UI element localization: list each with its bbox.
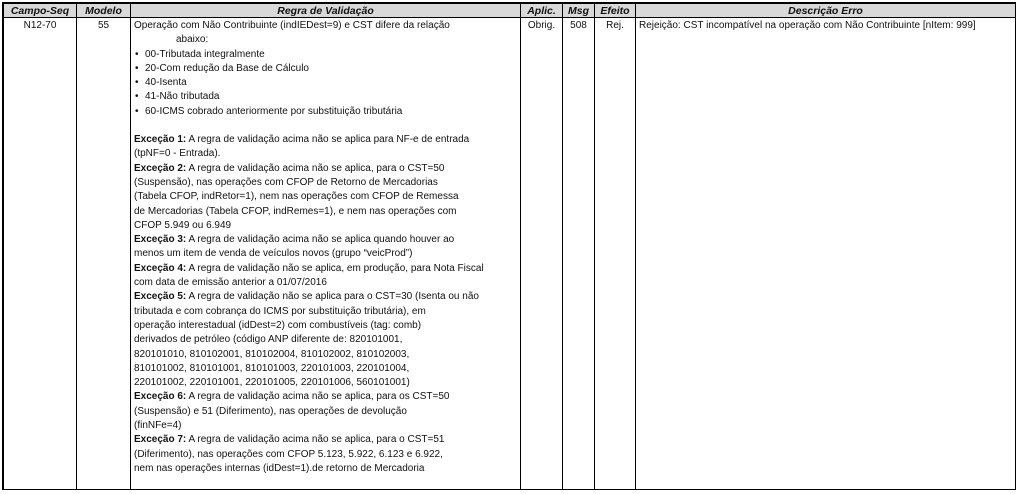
cell-descricao: Rejeição: CST incompatível na operação com Não Contribuinte [nItem: 999] [636, 18, 1016, 491]
header-efeito: Efeito [595, 4, 636, 18]
exception-line: A regra de validação não se aplica, em produção, para Nota Fiscal [186, 262, 484, 274]
cell-regra [131, 18, 521, 491]
header-campo-seq: Campo-Seq [4, 4, 77, 18]
table-row [4, 18, 1016, 491]
exception-line: (Diferimento), nas operações com CFOP 5.123, 5.922, 6.123 e 6.922, [134, 448, 443, 460]
exception-2 [134, 162, 517, 233]
cell-campo-seq: N12-70 [4, 18, 77, 491]
header-regra: Regra de Validação [131, 4, 521, 18]
list-item: • 60-ICMS cobrado anteriormente por substituição tributária [134, 105, 517, 119]
exception-line: (Suspensão), nas operações com CFOP de Retorno de Mercadorias [134, 176, 438, 188]
exception-label: Exceção 7: [134, 434, 187, 446]
list-item: • 00-Tributada integralmente [134, 48, 517, 62]
cell-modelo: 55 [77, 18, 131, 491]
exception-line: A regra de validação acima não se aplica quando houver ao [186, 234, 455, 246]
exception-line: CFOP 5.949 ou 6.949 [134, 219, 232, 231]
list-item: • 40-Isenta [134, 76, 517, 90]
cell-aplic: Obrig. [521, 18, 563, 491]
exception-7 [134, 433, 517, 476]
list-item: • 20-Com redução da Base de Cálculo [134, 62, 517, 76]
spacer [134, 119, 517, 133]
exception-line: derivados de petróleo (código ANP diferente de: 820101001, [134, 334, 403, 346]
cell-msg: 508 [563, 18, 595, 491]
exception-label: Exceção 3: [134, 234, 187, 246]
exception-6 [134, 390, 517, 433]
regra-intro-line-1: Operação com Não Contribuinte (indIEDest=9) e CST difere da relação [134, 20, 450, 31]
header-row [4, 4, 1016, 18]
validation-rules-table [3, 3, 1016, 490]
exception-1 [134, 133, 517, 162]
list-item: • 41-Não tributada [134, 90, 517, 104]
header-msg: Msg [563, 4, 595, 18]
exception-5 [134, 290, 517, 390]
exception-line: (tpNF=0 - Entrada). [134, 148, 221, 160]
header-aplic: Aplic. [521, 4, 563, 18]
exception-line: 220101002, 220101001, 220101005, 220101006, 560101001) [134, 377, 410, 389]
exception-line: 810101002, 810101001, 810101003, 220101003, 220101004, [134, 362, 410, 374]
exception-line: A regra de validação acima não se aplica, para o CST=51 [186, 434, 445, 446]
exception-line: 820101010, 810102001, 810102004, 810102002, 810102003, [134, 348, 410, 360]
validation-rules-table-frame [2, 2, 1016, 490]
exception-label: Exceção 2: [134, 162, 187, 174]
regra-intro-line-2: abaixo: [176, 34, 209, 46]
exception-line: com data de emissão anterior a 01/07/2016 [134, 277, 327, 289]
exception-label: Exceção 5: [134, 291, 187, 303]
exception-line: (finNFe=4) [134, 420, 182, 432]
exceptions-list [134, 133, 517, 476]
cell-efeito: Rej. [595, 18, 636, 491]
exception-line: menos um item de venda de veículos novos (grupo “veicProd”) [134, 248, 413, 260]
exception-label: Exceção 4: [134, 262, 187, 274]
exception-label: Exceção 6: [134, 391, 187, 403]
exception-line: (Tabela CFOP, indRetor=1), nem nas operações com CFOP de Remessa [134, 191, 459, 203]
header-descricao: Descrição Erro [636, 4, 1016, 18]
exception-line: A regra de validação acima não se aplica, para os CST=50 [186, 391, 450, 403]
header-modelo: Modelo [77, 4, 131, 18]
exception-line: de Mercadorias (Tabela CFOP, indRemes=1), e nem nas operações com [134, 205, 457, 217]
exception-label: Exceção 1: [134, 134, 187, 146]
exception-line: A regra de validação acima não se aplica, para o CST=50 [186, 162, 445, 174]
exception-line: (Suspensão) e 51 (Diferimento), nas operações de devolução [134, 405, 407, 417]
exception-4 [134, 262, 517, 291]
exception-3 [134, 233, 517, 262]
exception-line: A regra de validação acima não se aplica para NF-e de entrada [186, 134, 470, 146]
exception-line: nem nas operações internas (idDest=1).de retorno de Mercadoria [134, 462, 425, 474]
exception-line: A regra de validação não se aplica para o CST=30 (Isenta ou não [186, 291, 479, 303]
cst-options-list [134, 48, 517, 119]
exception-line: operação interestadual (idDest=2) com combustíveis (tag: comb) [134, 319, 422, 331]
exception-line: tributada e com cobrança do ICMS por substituição tributária), em [134, 305, 426, 317]
